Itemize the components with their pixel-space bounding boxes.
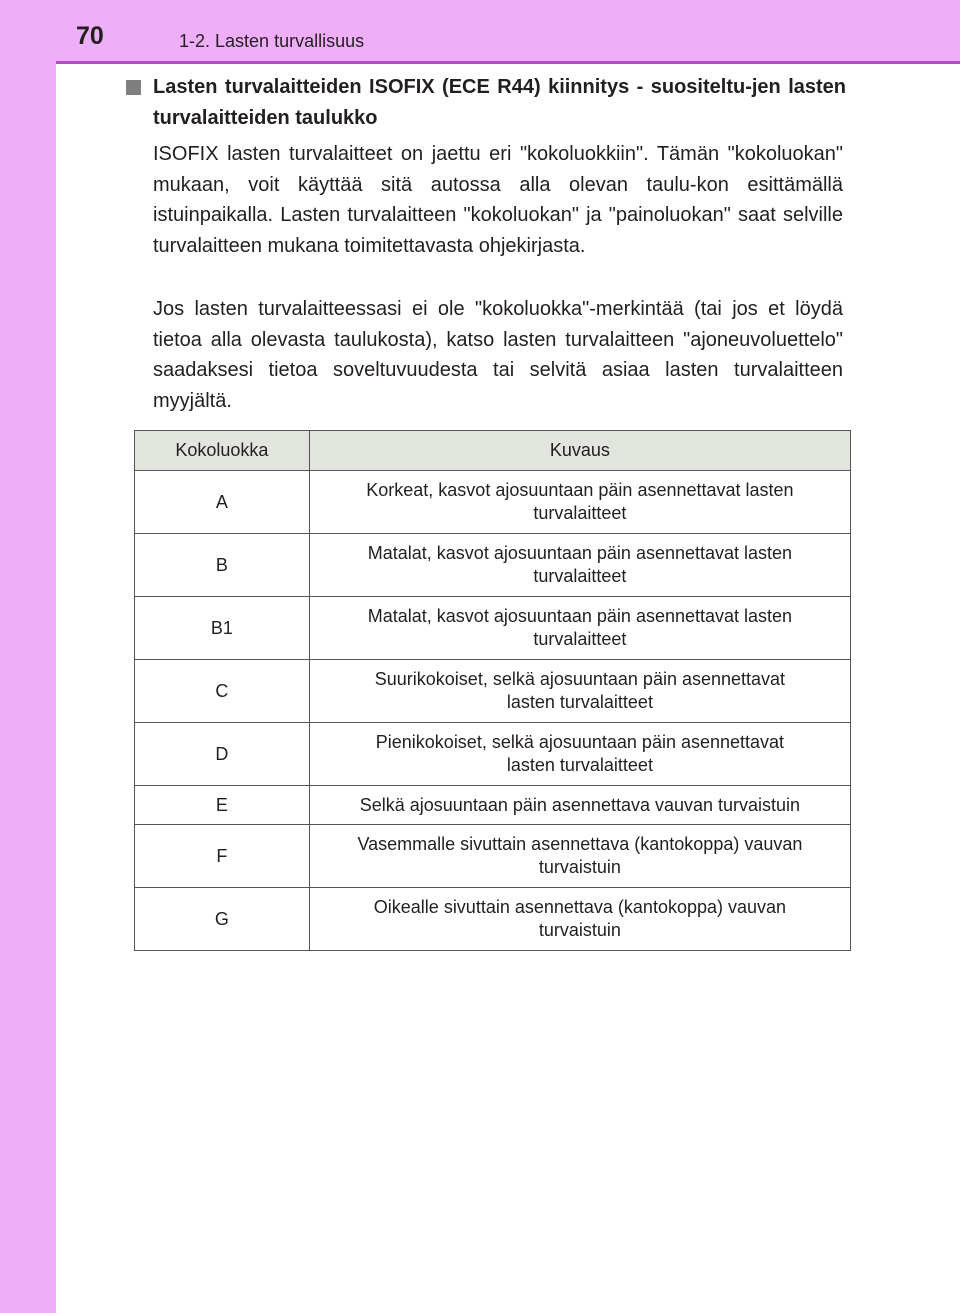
class-cell: A (135, 471, 310, 534)
table-row (135, 888, 851, 951)
section-title: 1-2. Lasten turvallisuus (179, 31, 365, 51)
description-line: Suurikokoiset, selkä ajosuuntaan päin asennettavat (374, 669, 786, 689)
class-cell: C (135, 660, 310, 723)
table-row (135, 825, 851, 888)
class-cell: B (135, 534, 310, 597)
description-cell (309, 534, 850, 597)
description-line: Selkä ajosuuntaan päin asennettava vauvan turvaistuin (359, 794, 801, 815)
column-header-description: Kuvaus (309, 431, 850, 471)
paragraph-isofix-classes: ISOFIX lasten turvalaitteet on jaettu eri "kokoluokkiin". Tämän "kokoluokan" mukaan, voit käyttää sitä autossa alla olevan taulu-kon esittämällä istuinpaikalla. Lasten turvalaitteen "kokoluokan" ja "painoluokan" saat selville turvalaitteen mukana toimitettavasta ohjekirjasta. (153, 143, 843, 257)
section-heading (126, 72, 846, 134)
class-cell: D (135, 723, 310, 786)
table-row (135, 471, 851, 534)
table-row (135, 786, 851, 825)
header-band (0, 0, 960, 61)
description-line: lasten turvalaitteet (506, 755, 653, 775)
description-cell (309, 723, 850, 786)
class-cell: G (135, 888, 310, 951)
size-class-table (134, 430, 851, 951)
description-cell (309, 825, 850, 888)
table-header-row (135, 431, 851, 471)
description-cell (309, 597, 850, 660)
class-cell: E (135, 786, 310, 825)
description-line: Oikealle sivuttain asennettava (kantokoppa) vauvan (373, 897, 787, 917)
class-cell: B1 (135, 597, 310, 660)
description-line: turvaistuin (538, 920, 621, 940)
description-line: lasten turvalaitteet (506, 692, 653, 712)
table-row (135, 723, 851, 786)
class-cell: F (135, 825, 310, 888)
description-line: turvalaitteet (533, 629, 627, 649)
description-cell (309, 471, 850, 534)
description-line: turvaistuin (538, 857, 621, 877)
paragraph-no-class-marking: Jos lasten turvalaitteessasi ei ole "kokoluokka"-merkintää (tai jos et löydä tietoa alla olevasta taulukosta), katso lasten turvalaitteen "ajoneuvoluettelo" saadaksesi tietoa soveltuvuudesta tai selvitä asiaa lasten turvalaitteen myyjältä. (153, 298, 843, 412)
square-bullet-icon (126, 80, 141, 95)
description-line: Vasemmalle sivuttain asennettava (kantokoppa) vauvan (357, 834, 803, 854)
table-row (135, 534, 851, 597)
header-rule (56, 61, 960, 64)
column-header-class: Kokoluokka (135, 431, 310, 471)
heading-text: Lasten turvalaitteiden ISOFIX (ECE R44) kiinnitys - suositeltu-jen lasten turvalaitteiden taulukko (153, 76, 846, 129)
description-line: turvalaitteet (533, 503, 627, 523)
side-color-band (0, 0, 56, 1313)
description-line: Korkeat, kasvot ajosuuntaan päin asennettavat lasten (366, 480, 794, 500)
description-cell (309, 660, 850, 723)
description-cell (309, 888, 850, 951)
description-line: Matalat, kasvot ajosuuntaan päin asennettavat lasten (367, 543, 793, 563)
table-row (135, 597, 851, 660)
description-cell (309, 786, 850, 825)
description-line: Pienikokoiset, selkä ajosuuntaan päin asennettavat (375, 732, 785, 752)
description-line: turvalaitteet (533, 566, 627, 586)
description-line: Matalat, kasvot ajosuuntaan päin asennettavat lasten (367, 606, 793, 626)
table-row (135, 660, 851, 723)
page-number: 70 (76, 22, 104, 50)
